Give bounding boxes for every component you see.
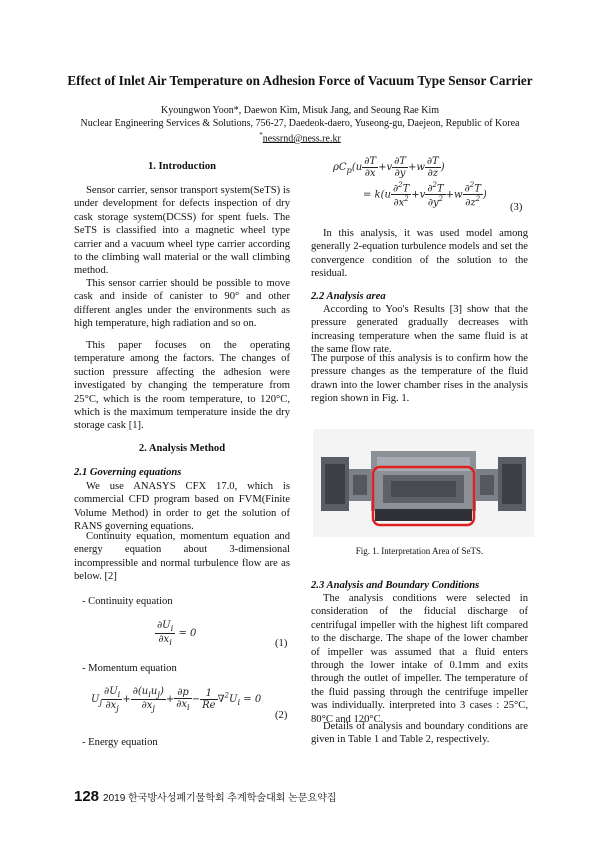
governing-paragraph-1: We use ANASYS CFX 17.0, which is commercial CFD program based on FVM(Finite Volume Method) in order to get the solution of RANS governing equations. <box>74 481 290 533</box>
analysis-area-paragraph-1: According to Yoo's Results [3] show that the pressure generated gradually decreases with increasing temperature when the same fluid is at the same flow rate. <box>311 304 528 356</box>
boundary-paragraph-2: Details of analysis and boundary conditions are given in Table 1 and Table 2, respectively. <box>311 721 528 746</box>
governing-paragraph-2: Continuity equation, momentum equation and energy equation about 3-dimensional incompressible and normal turbulence flow are as below. [2] <box>74 531 290 583</box>
paper-title: Effect of Inlet Air Temperature on Adhesion Force of Vacuum Type Sensor Carrier <box>67 73 533 88</box>
turbulence-paragraph: In this analysis, it was used model among generally 2-equation turbulence models and set the convergence condition of the solution to the residual. <box>311 228 528 280</box>
equation-number-3: (3) <box>510 202 523 213</box>
page-footer <box>74 788 336 805</box>
equation-number-2: (2) <box>275 710 288 721</box>
continuity-label: - Continuity equation <box>82 596 173 607</box>
email-mark: * <box>259 131 263 139</box>
email-line <box>0 131 600 144</box>
section-heading-introduction: 1. Introduction <box>147 161 217 172</box>
energy-equation: $\rho C_p(u$ $\frac{\partial T}{\partial x}$ +v $\frac{\partial T}{\partial y}$ +w $\frac{\partial T}{\partial z}$ ) = k(u $\frac{\partial^2T}{\partial x^2}$ +v $\frac{\partial^2T}{\partial y^2}$ +w $\frac{\partial^2T}{\partial z^2}$ ) <box>333 156 487 209</box>
affiliation: Nuclear Engineering Services & Solutions, 756-27, Daedeok-daero, Yuseong-gu, Daejeon, Republic of Korea <box>80 118 520 129</box>
momentum-label: - Momentum equation <box>82 663 177 674</box>
sensor-carrier-drawing <box>313 429 534 537</box>
figure-caption: Fig. 1. Interpretation Area of SeTS. <box>355 546 484 556</box>
email-link[interactable]: nessrnd@ness.re.kr <box>262 133 341 145</box>
subsection-heading-governing: 2.1 Governing equations <box>74 467 182 478</box>
sensor-carrier-figure <box>313 429 534 537</box>
subsection-heading-boundary: 2.3 Analysis and Boundary Conditions <box>311 580 480 591</box>
page-number: 128 <box>74 788 100 805</box>
section-heading-analysis-method: 2. Analysis Method <box>138 443 226 454</box>
subsection-heading-analysis-area: 2.2 Analysis area <box>311 291 386 302</box>
intro-paragraph-3: This paper focuses on the operating temperature among the factors. The changes of suction pressure affecting the adhesion were investigated by changing the temperature from 25°C, which is the room temperature, to 120°C, which is the maximum temperature inside the dry storage cask [1]. <box>74 340 290 432</box>
footer-text: 2019 한국방사성폐기물학회 추계학술대회 논문요약집 <box>103 793 337 804</box>
intro-paragraph-2: This sensor carrier should be possible to move cask and inside of canister to 90° and other different angles under the environments such as high temperature, high radiation and so on. <box>74 278 290 330</box>
momentum-equation: $U_j$ $\frac{\partial U_i}{\partial x_j}$ + $\frac{\partial(u_iu_j)}{\partial x_j}$ + $\frac{\partial p}{\partial x_i}$ − $\frac{1}{Re}$ $\nabla^2U_i = 0$ <box>91 686 262 713</box>
equation-number-1: (1) <box>275 638 288 649</box>
analysis-area-paragraph-2: The purpose of this analysis is to confirm how the pressure changes as the temperature of the fluid drawn into the lower chamber rises in the analysis region shown in Fig. 1. <box>311 353 528 405</box>
continuity-equation: $\frac{\partial U_i}{\partial x_i}$ = 0 <box>157 620 197 647</box>
boundary-paragraph-1: The analysis conditions were selected in consideration of the fiducial discharge of centrifugal impeller with the highest lift compared to the discharge. The shape of the lower chamber of impeller was assumed that a fluid enters through the lower intake of 0.1mm and exits through the outlet of impeller. The temperature of the fluid passing through the centrifuge impeller was individually. interpreted into 3 cases : 25°C, 80°C and 120°C. <box>311 593 528 725</box>
author-list: Kyoungwon Yoon*, Daewon Kim, Misuk Jang, and Seoung Rae Kim <box>160 105 440 116</box>
intro-paragraph-1: Sensor carrier, sensor transport system(SeTS) is under development for defects inspection of dry cask storage system(DCSS) for spent fuels. The SeTS is classified into a magnetic wheel type carrier and a vacuum wheel type carrier according to the climbing wall material or the wall climbing method. <box>74 185 290 277</box>
energy-label: - Energy equation <box>82 737 158 748</box>
